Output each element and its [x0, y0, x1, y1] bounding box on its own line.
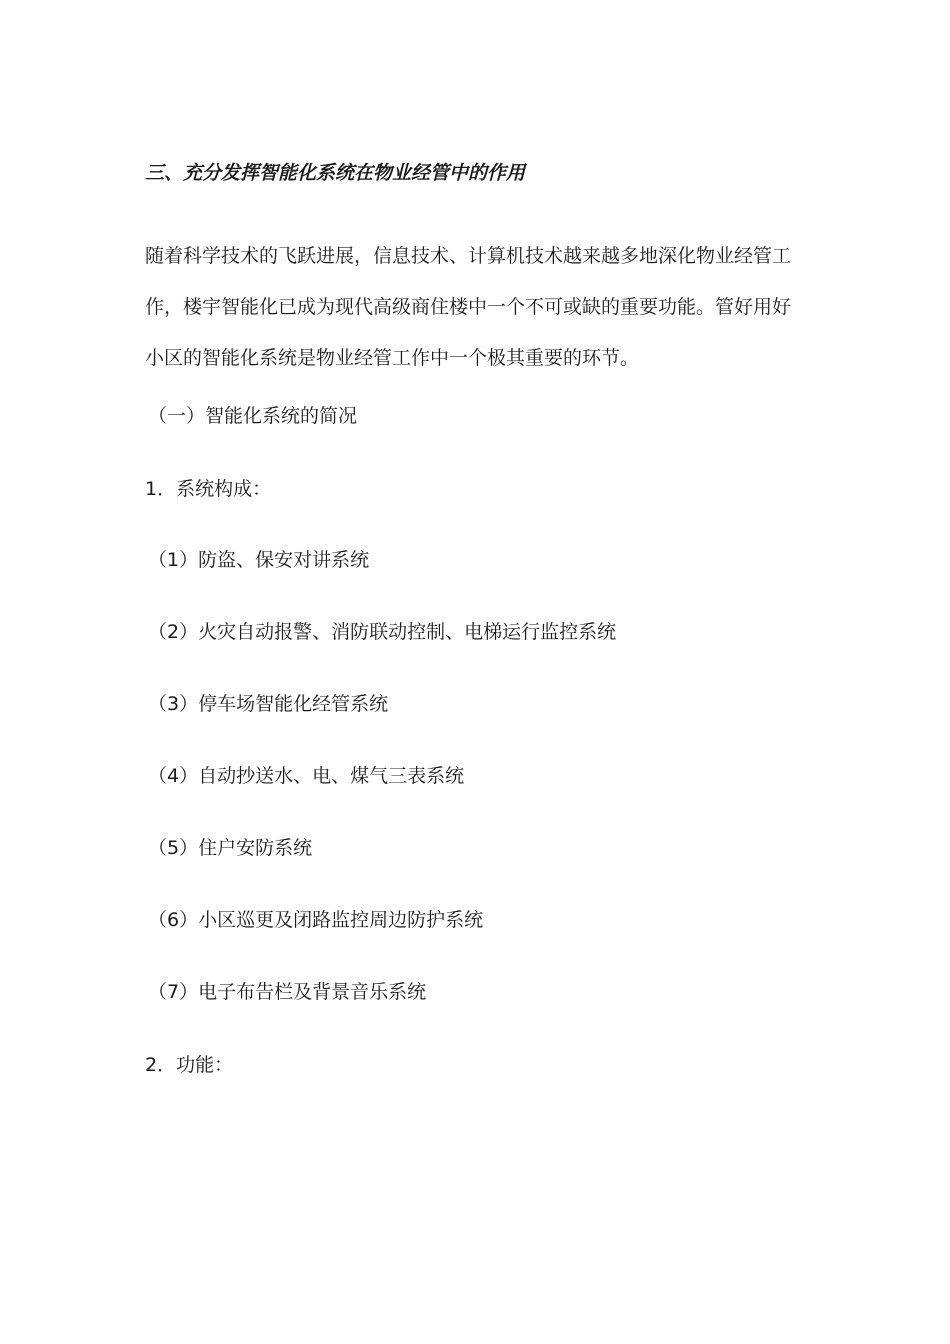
list-item: （3）停车场智能化经管系统 — [148, 693, 389, 715]
list-item: （1）防盗、保安对讲系统 — [148, 549, 370, 571]
list-item-functions: 2．功能： — [145, 1054, 234, 1076]
subsection-title: （一）智能化系统的简况 — [148, 405, 358, 427]
list-item: （7）电子布告栏及背景音乐系统 — [148, 981, 427, 1003]
list-item-system-composition: 1．系统构成： — [145, 478, 272, 500]
list-item: （4）自动抄送水、电、煤气三表系统 — [148, 765, 465, 787]
intro-paragraph: 随着科学技术的飞跃进展，信息技术、计算机技术越来越多地深化物业经管工作，楼宇智能化已成为现代高级商住楼中一个不可或缺的重要功能。管好用好小区的智能化系统是物业经管工作中一个极其重要的环节。 — [145, 245, 792, 369]
list-item: （6）小区巡更及闭路监控周边防护系统 — [148, 909, 484, 931]
section-heading: 三、充分发挥智能化系统在物业经管中的作用 — [145, 162, 526, 184]
list-item: （2）火灾自动报警、消防联动控制、电梯运行监控系统 — [148, 621, 617, 643]
list-item: （5）住户安防系统 — [148, 837, 313, 859]
